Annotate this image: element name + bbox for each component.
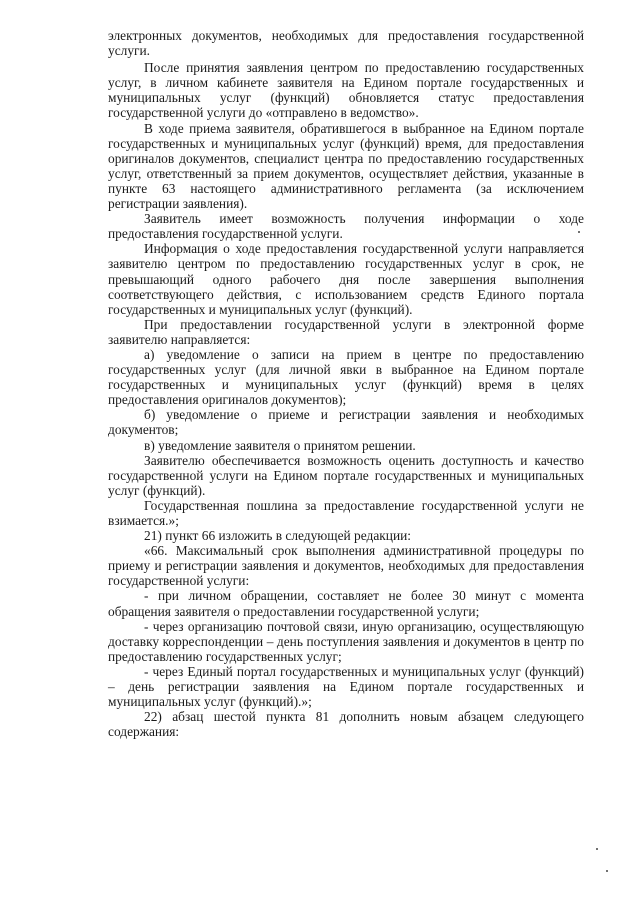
- paragraph: Заявителю обеспечивается возможность оценить доступность и качество государственной услуги на Едином портале государственных и муниципальных услуг (функций).: [108, 452, 584, 498]
- paragraph: При предоставлении государственной услуги в электронной форме заявителю направляется:: [108, 316, 584, 347]
- paragraph: Информация о ходе предоставления государственной услуги направляется заявителю центром по предоставлению государственных услуг в срок, не превышающий одного рабочего дня после завершения выполнения соответствующего действия, с использованием средств Единого портала государственных и муниципальных услуг (функций).: [108, 241, 584, 317]
- list-item: - через Единый портал государственных и муниципальных услуг (функций) – день регистрации заявления на Едином портале государственных и муниципальных услуг (функций).»;: [108, 663, 584, 710]
- paragraph: Заявитель имеет возможность получения информации о ходе предоставления государственной услуги.: [108, 211, 584, 242]
- scan-speck: [606, 870, 608, 872]
- list-item: б) уведомление о приеме и регистрации заявления и необходимых документов;: [108, 407, 584, 438]
- paragraph: «66. Максимальный срок выполнения административной процедуры по приему и регистрации заявления и документов, необходимых для предоставления государственной услуги:: [108, 543, 584, 589]
- paragraph: Государственная пошлина за предоставление государственной услуги не взимается.»;: [108, 497, 584, 528]
- paragraph: В ходе приема заявителя, обратившегося в выбранное на Едином портале государственных и муниципальных услуг (функций) время, для предоставления оригиналов документов, специалист центра по предоставлению государственных услуг, ответственный за прием документов, осуществляет действия, указанные в пункте 63 настоящего административного регламента (за исключением регистрации заявления).: [108, 120, 584, 212]
- scan-speck: [596, 848, 598, 850]
- paragraph: После принятия заявления центром по предоставлению государственных услуг, в личном кабинете заявителя на Едином портале государственных и муниципальных услуг (функций) обновляется статус предоставления государственной услуги до «отправлено в ведомство».: [108, 60, 584, 121]
- paragraph: электронных документов, необходимых для предоставления государственной услуги.: [108, 28, 584, 59]
- paragraph: 22) абзац шестой пункта 81 дополнить новым абзацем следующего содержания:: [108, 709, 584, 740]
- list-item: - при личном обращении, составляет не более 30 минут с момента обращения заявителя о предоставлении государственной услуги;: [108, 588, 584, 619]
- document-page: [108, 28, 584, 739]
- list-item: в) уведомление заявителя о принятом решении.: [144, 437, 416, 453]
- scan-speck: [578, 231, 580, 233]
- list-item: а) уведомление о записи на прием в центре по предоставлению государственных услуг (для личной явки в выбранное на Едином портале государственных и муниципальных услуг (функций) время в целях предоставления оригиналов документов);: [108, 346, 584, 408]
- paragraph: 21) пункт 66 изложить в следующей редакции:: [144, 528, 412, 544]
- list-item: - через организацию почтовой связи, иную организацию, осуществляющую доставку корреспонденции – день поступления заявления и документов в центр по предоставлению государственных услуг;: [108, 618, 584, 664]
